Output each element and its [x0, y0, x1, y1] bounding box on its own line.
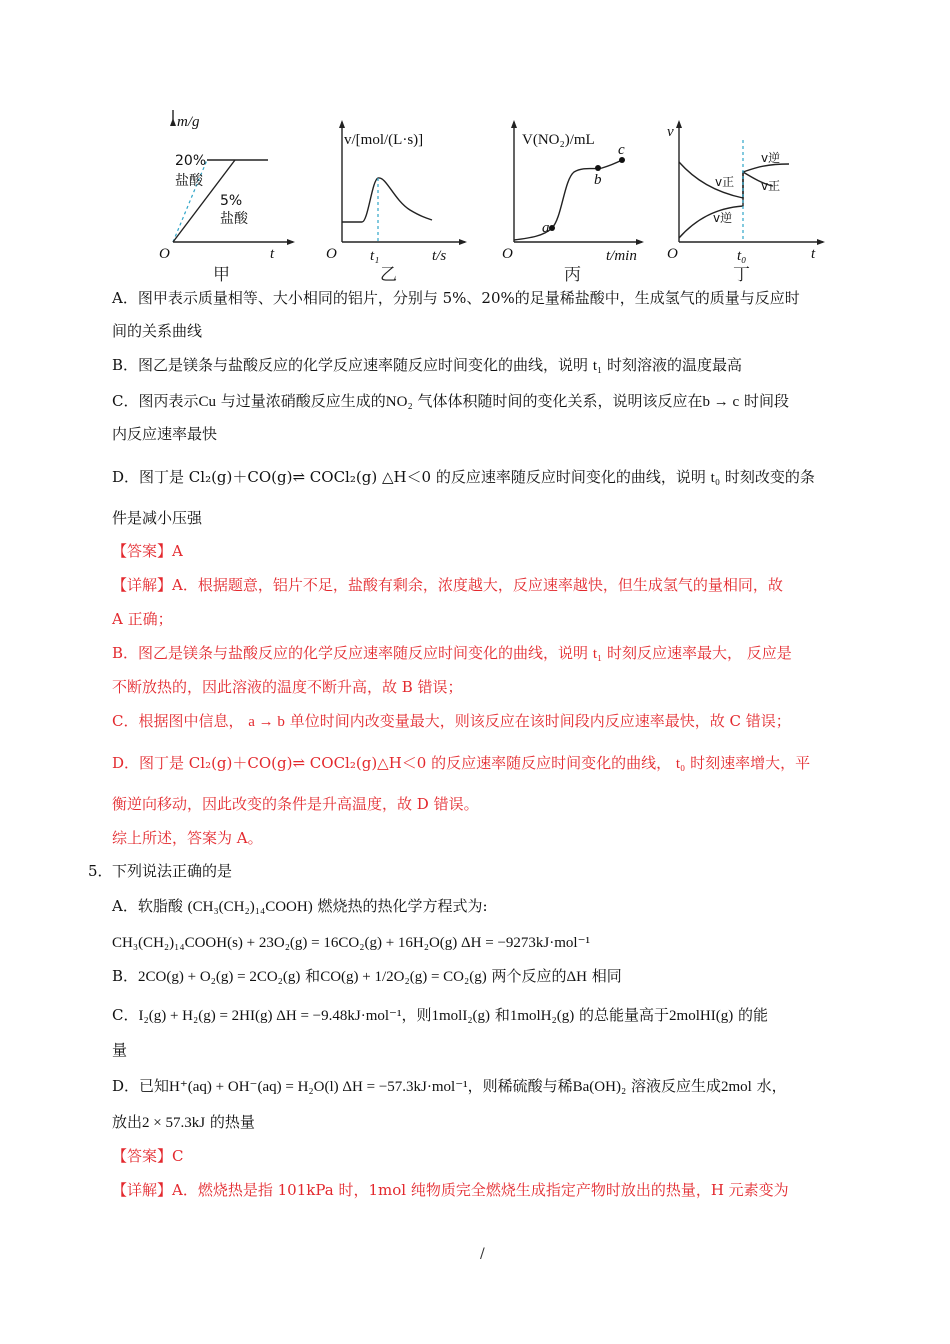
q5-option-d-line1	[112, 1075, 787, 1098]
q5-d-text6: 的热量	[209, 1113, 255, 1131]
bing-point-b	[595, 165, 601, 171]
q5-c-and: 和	[494, 1006, 510, 1024]
jia-y-label: m/g	[177, 114, 200, 130]
q4-c-cu: Cu	[198, 394, 216, 410]
bing-label-b: b	[594, 172, 602, 188]
q4-option-b	[112, 354, 742, 377]
q4-explanation-1: 【详解】A．根据题意，铝片不足，盐酸有剩余，浓度越大，反应速率越快，但生成氢气的量相同，故	[112, 576, 783, 594]
q5-d-eq: H⁺(aq) + OH⁻(aq) = H₂O(l) ΔH = −57.3kJ·mol⁻¹	[169, 1079, 468, 1095]
fig-label-jia: 甲	[213, 265, 230, 285]
jia-label-5-acid: 盐酸	[220, 211, 248, 227]
q4-c-no2: NO₂	[385, 394, 413, 410]
jia-label-20-acid: 盐酸	[175, 173, 203, 189]
q5-option-d-line2	[112, 1111, 255, 1134]
q4-explanation-3	[112, 642, 792, 665]
page-footer: /	[480, 1246, 485, 1262]
bing-label-a: a	[542, 220, 550, 236]
q5-option-a	[112, 895, 488, 918]
q5-a-equation: CH₃(CH₂)₁₄COOH(s) + 23O₂(g) = 16CO₂(g) + 16H₂O(g) ΔH = −9273kJ·mol⁻¹	[112, 935, 591, 951]
yi-t1: t₁	[370, 248, 380, 264]
figure-bing	[500, 110, 660, 290]
q4-c-text3: 气体体积随时间的变化关系，说明该反应在	[417, 392, 703, 410]
ding-x-label: t	[811, 246, 816, 262]
bing-curve	[514, 160, 622, 240]
q4-exp5-interval: a → b	[248, 714, 285, 730]
q4-option-a-line2: 间的关系曲线	[112, 322, 203, 340]
q4-answer: 【答案】A	[112, 542, 183, 560]
yi-curve	[342, 178, 432, 222]
q5-c-text3: 的总能量高于	[579, 1006, 670, 1024]
q5-d-text5: 放出	[112, 1113, 143, 1131]
q4-b-t1: t₁	[592, 358, 603, 374]
q4-option-a-line1: A．图甲表示质量相等、大小相同的铝片，分别与 5%、20%的足量稀盐酸中，生成氢气的质量与反应时	[112, 289, 800, 307]
q5-a-text2: 燃烧热的热化学方程式为:	[317, 897, 488, 915]
jia-label-20: 20%	[175, 153, 207, 169]
q4-d-t0: t₀	[710, 470, 721, 486]
q4-exp6-text1: D．图丁是 Cl₂(g)＋CO(g)⇌ COCl₂(g)△H＜0 的反应速率随反应时间变化的曲线，	[112, 754, 672, 772]
yi-x-label: t/s	[432, 248, 447, 264]
q4-explanation-7: 衡逆向移动，因此改变的条件是升高温度，故 D 错误。	[112, 795, 479, 813]
q5-option-c-line1	[112, 1004, 768, 1027]
q4-explanation-6	[112, 752, 810, 775]
q5-c-h2: 1molH₂(g)	[509, 1008, 575, 1024]
q5-d-heat: 2 × 57.3kJ	[142, 1115, 206, 1131]
ding-t0: t₀	[737, 248, 747, 264]
q4-exp3-t1: t₁	[592, 646, 603, 662]
bing-y-label: V(NO₂)/mL	[522, 132, 595, 148]
q5-d-mol: 2mol	[721, 1079, 752, 1095]
fig-label-yi: 乙	[380, 265, 397, 285]
q5-c-i2: 1molI₂(g)	[431, 1008, 491, 1024]
q5-d-text1: D．已知	[112, 1077, 170, 1095]
q5-option-c-line2: 量	[112, 1041, 128, 1059]
ding-v-reverse: v逆	[713, 211, 733, 225]
fig-label-ding: 丁	[733, 265, 750, 285]
q4-explanation-5	[112, 710, 791, 733]
ding-origin: O	[667, 246, 678, 262]
q4-c-text1: C．图丙表示	[112, 392, 199, 410]
q4-c-interval: b → c	[702, 394, 740, 410]
ding-v-reverse-2: v逆	[761, 151, 781, 165]
q5-b-text2: 两个反应的	[491, 967, 567, 985]
q5-d-text2: ，则稀硫酸与稀	[467, 1077, 573, 1095]
q5-stem: 下列说法正确的是	[112, 862, 233, 880]
q4-option-c-line1	[112, 390, 789, 413]
figure-row	[150, 110, 850, 290]
bing-point-a	[549, 225, 555, 231]
q4-b-text1: B．图乙是镁条与盐酸反应的化学反应速率随反应时间变化的曲线，说明	[112, 356, 589, 374]
figure-yi	[320, 110, 490, 290]
q5-c-text4: 的能	[737, 1006, 768, 1024]
fig-label-bing: 丙	[564, 265, 581, 285]
jia-x-label: t	[270, 246, 275, 262]
jia-label-5: 5%	[220, 193, 243, 209]
q4-exp5-text1: C．根据图中信息，	[112, 712, 244, 730]
figure-ding	[665, 110, 840, 290]
q4-explanation-2: A 正确；	[112, 610, 173, 628]
jia-origin: O	[159, 246, 170, 262]
q5-b-eq1: 2CO(g) + O₂(g) = 2CO₂(g)	[138, 969, 301, 985]
bing-label-c: c	[618, 142, 625, 158]
q4-c-text2: 与过量浓硝酸反应生成的	[220, 392, 386, 410]
q5-option-b	[112, 965, 622, 988]
q5-number: 5．	[88, 862, 113, 880]
q4-exp6-text2: 时刻速率增大，平	[690, 754, 811, 772]
q5-d-text4: 水，	[756, 1077, 787, 1095]
q5-b-and: 和	[305, 967, 321, 985]
ding-v-forward: v正	[715, 175, 735, 189]
q4-exp5-text2: 单位时间内改变量最大，则该反应在该时间段内反应速率最快，故 C 错误；	[289, 712, 791, 730]
q5-b-text3: 相同	[591, 967, 622, 985]
q5-answer: 【答案】C	[112, 1147, 184, 1165]
q4-exp3-text1: B．图乙是镁条与盐酸反应的化学反应速率随反应时间变化的曲线，说明	[112, 644, 589, 662]
q5-a-formula: (CH₃(CH₂)₁₄COOH)	[187, 899, 313, 915]
q5-b-text1: B．	[112, 967, 139, 985]
yi-origin: O	[326, 246, 337, 262]
bing-x-label: t/min	[606, 248, 637, 264]
q5-c-text1: C．	[112, 1006, 139, 1024]
q4-d-text1: D．图丁是 Cl₂(g)＋CO(g)⇌ COCl₂(g) △H＜0 的反应速率随反应时间变化的曲线，说明	[112, 468, 706, 486]
q5-c-text2: ，则	[401, 1006, 432, 1024]
q4-explanation-4: 不断放热的，因此溶液的温度不断升高，故 B 错误；	[112, 678, 463, 696]
q5-b-eq2: CO(g) + 1/2O₂(g) = CO₂(g)	[320, 969, 487, 985]
q5-d-ba: Ba(OH)₂	[572, 1079, 627, 1095]
q5-a-text1: A．软脂酸	[112, 897, 183, 915]
q5-c-eq: I₂(g) + H₂(g) = 2HI(g) ΔH = −9.48kJ·mol⁻¹	[138, 1008, 402, 1024]
q4-option-d-line2: 件是减小压强	[112, 509, 203, 527]
ding-v-forward-2: v正	[761, 179, 781, 193]
q4-exp6-t0: t₀	[675, 756, 686, 772]
q4-option-d-line1	[112, 466, 815, 489]
q4-exp3-text2: 时刻反应速率最大， 反应是	[607, 644, 792, 662]
figure-jia	[155, 110, 295, 290]
q4-c-text4: 时间段	[743, 392, 789, 410]
q5-c-hi: 2molHI(g)	[669, 1008, 734, 1024]
q5-b-dh: ΔH	[566, 969, 587, 985]
q4-b-text2: 时刻溶液的温度最高	[607, 356, 743, 374]
q4-option-c-line2: 内反应速率最快	[112, 425, 218, 443]
bing-origin: O	[502, 246, 513, 262]
q5-explanation-1: 【详解】A．燃烧热是指 101kPa 时，1mol 纯物质完全燃烧生成指定产物时放出的热量，H 元素变为	[112, 1181, 789, 1199]
yi-y-label: v/[mol/(L·s)]	[344, 132, 424, 148]
q4-explanation-8: 综上所述，答案为 A。	[112, 829, 263, 847]
q4-d-text2: 时刻改变的条	[724, 468, 815, 486]
q5-d-text3: 溶液反应生成	[630, 1077, 721, 1095]
ding-y-label: v	[667, 124, 674, 140]
